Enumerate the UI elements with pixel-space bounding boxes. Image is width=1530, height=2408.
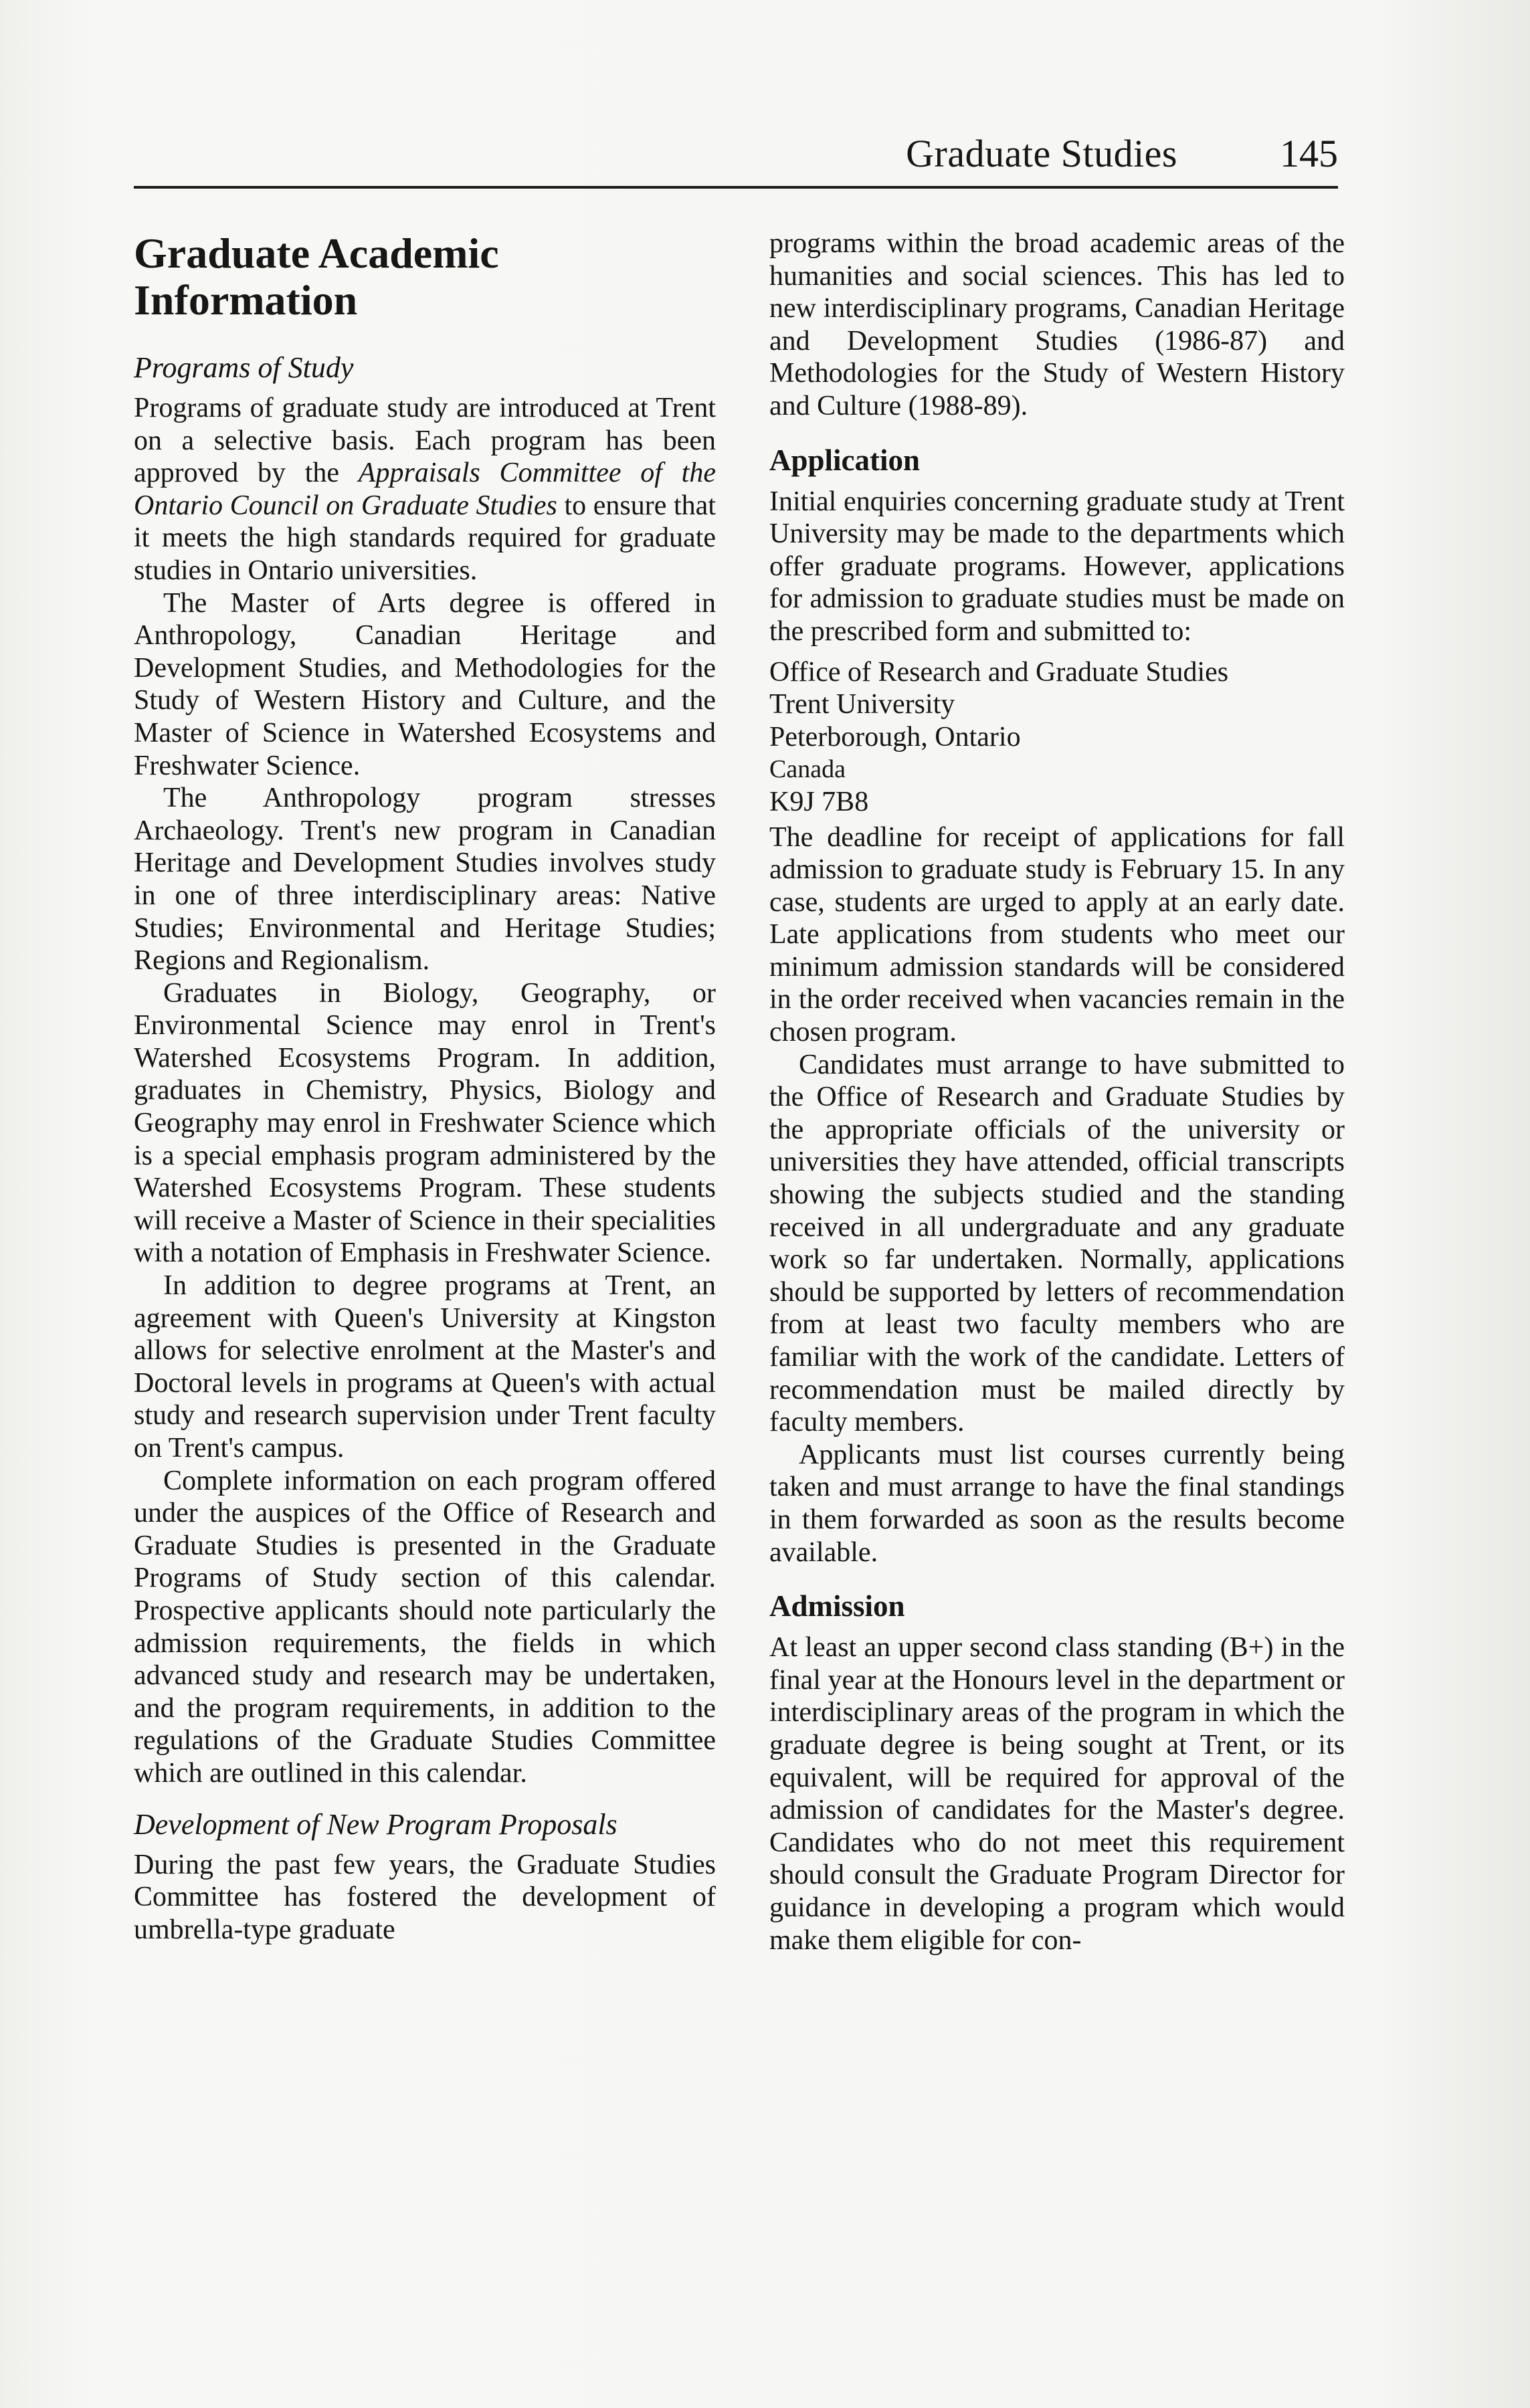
paragraph-programs-intro-a: Programs of graduate study are introduced at Trent on a selective basis. Each program has been approved by the: [134, 393, 716, 489]
admission-heading: Admission: [769, 1589, 905, 1623]
paragraph-umbrella-programs: programs within the broad academic areas of the humanities and social sciences. This has led to new interdisciplinary programs, Canadian Heritage and Development Studies (1986-87) and Methodologies for the Study of Western History and Culture (1988-89).: [769, 228, 1345, 421]
page-number: 145: [1280, 132, 1338, 175]
section-title: [134, 230, 716, 324]
development-heading: Development of New Program Proposals: [134, 1807, 617, 1841]
paragraph-admission-standing: At least an upper second class standing (B+) in the final year at the Honours level in the department or interdisciplinary areas of the program in which the graduate degree is being sought at Trent, or its equivalent, will be required for approval of the admission of candidates for the Master's degree. Candidates who do not meet this requirement should consult the Graduate Program Director for guidance in developing a program which would make them eligible for con-: [769, 1632, 1345, 1956]
paragraph-master-of-arts: The Master of Arts degree is offered in Anthropology, Canadian Heritage and Development Studies, and Methodologies for the Study of Western History and Culture, and the Master of Science in Watershed Ecosystems and Freshwater Science.: [134, 587, 716, 781]
paragraph-watershed: Graduates in Biology, Geography, or Environmental Science may enrol in Trent's Watershed Ecosystems Program. In addition, graduates in Chemistry, Physics, Biology and Geography may enrol in Freshwater Science which is a special emphasis program administered by the Watershed Ecosystems Program. These students will receive a Master of Science in their specialities with a notation of Emphasis in Freshwater Science.: [134, 977, 716, 1269]
running-title: Graduate Studies: [906, 132, 1177, 175]
left-column: [134, 227, 716, 1946]
header-rule: [134, 186, 1338, 189]
section-title-line-2: Information: [134, 276, 358, 324]
paragraph-development: During the past few years, the Graduate Studies Committee has fostered the development of umbrella-type graduate: [134, 1849, 716, 1945]
paragraph-courses-currently: Applicants must list courses currently being taken and must arrange to have the final standings in them forwarded as soon as the results become available.: [769, 1439, 1345, 1568]
paragraph-transcripts: Candidates must arrange to have submitted to the Office of Research and Graduate Studies by the appropriate officials of the university or universities they have attended, official transcripts showing the subjects studied and the standing received in all undergraduate and any graduate work so far undertaken. Normally, applications should be supported by letters of recommendation from at least two faculty members who are familiar with the work of the candidate. Letters of recommendation must be mailed directly by faculty members.: [769, 1049, 1345, 1438]
paragraph-programs-intro: [134, 392, 716, 587]
address-line-3: Peterborough, Ontario: [769, 721, 1021, 752]
address-line-1: Office of Research and Graduate Studies: [769, 656, 1229, 688]
paragraph-anthropology: The Anthropology program stresses Archaeology. Trent's new program in Canadian Heritage and Development Studies involves study in one of three interdisciplinary areas: Native Studies; Environmental and Heritage Studies; Regions and Regionalism.: [134, 783, 716, 977]
application-heading: Application: [769, 443, 921, 477]
address-line-5: K9J 7B8: [769, 786, 869, 817]
right-column: [769, 227, 1345, 1956]
paragraph-queens-agreement: In addition to degree programs at Trent, an agreement with Queen's University at Kingston allows for selective enrolment at the Master's and Doctoral levels in programs at Queen's with actual study and research supervision under Trent faculty on Trent's campus.: [134, 1270, 716, 1464]
paragraph-initial-enquiries: Initial enquiries concerning graduate study at Trent University may be made to the departments which offer graduate programs. However, applications for admission to graduate studies must be made on the prescribed form and submitted to:: [769, 486, 1345, 647]
address-line-4: Canada: [769, 755, 846, 784]
address-line-2: Trent University: [769, 689, 955, 720]
appraisals-committee-name: Appraisals Committee of the Ontario Council on Graduate Studies: [134, 458, 716, 521]
programs-of-study-heading: Programs of Study: [134, 351, 354, 384]
paragraph-complete-information: Complete information on each program offered under the auspices of the Office of Research and Graduate Studies is presented in the Graduate Programs of Study section of this calendar. Prospective applicants should note particularly the admission requirements, the fields in which advanced study and research may be undertaken, and the program requirements, in addition to the regulations of the Graduate Studies Committee which are outlined in this calendar.: [134, 1465, 716, 1789]
running-header: [134, 127, 1338, 187]
paragraph-programs-intro-b: to ensure that it meets the high standards required for graduate studies in Ontario universities.: [134, 490, 716, 586]
section-title-line-1: Graduate Academic: [134, 229, 499, 277]
mailing-address: [769, 656, 1345, 819]
paragraph-deadline: The deadline for receipt of applications for fall admission to graduate study is February 15. In any case, students are urged to apply at an early date. Late applications from students who meet our minimum admission standards will be considered in the order received when vacancies remain in the chosen program.: [769, 821, 1345, 1048]
